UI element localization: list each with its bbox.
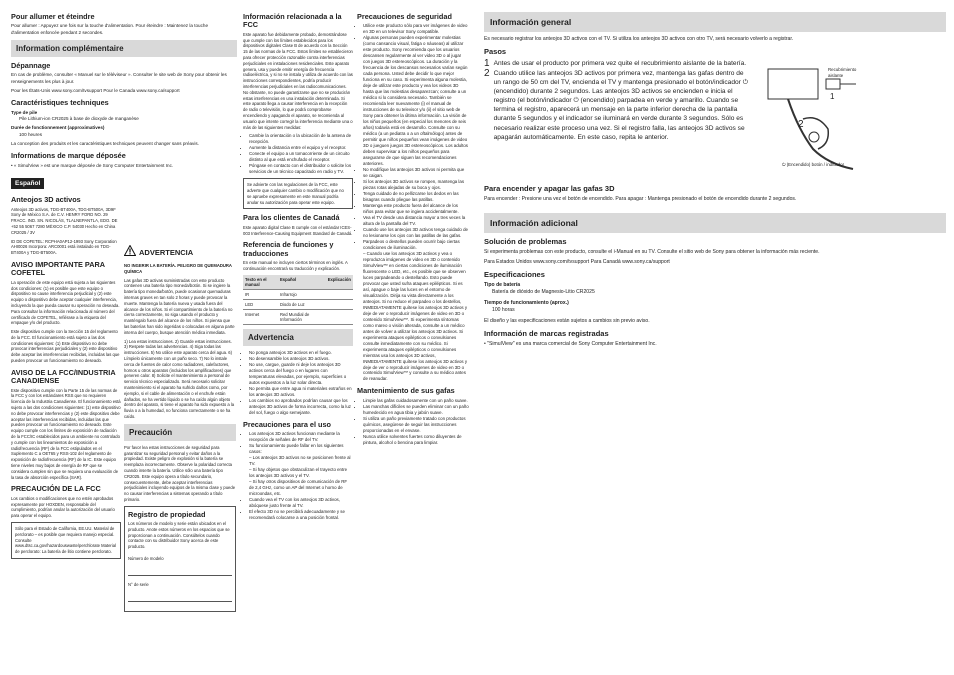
heading-uso: Precauciones para el uso: [243, 419, 332, 429]
heading-mantenimiento: Mantenimiento de sus gafas: [357, 386, 455, 396]
marcas-text: • "SimulView" es una marca comercial de Sony Computer Entertainment Inc.: [484, 340, 657, 347]
encender-text: Para encender : Presione una vez el botón de encendido. Para apagar : Mantenga presionado el botón de encendido durante 2 segundos.: [484, 195, 797, 202]
figure-label-aislante: Recubrimiento aislante: [828, 67, 857, 79]
espec-note: El diseño y las especificaciones están sujetos a cambios sin previo aviso.: [484, 317, 650, 324]
glasses-figure: [758, 59, 868, 179]
power-text: Pour allumer : Appuyez une fois sur la touche d'alimentation. Pour éteindre : Maintenez la touche d'alimentation enfoncée pendant 2 secondes.: [11, 23, 208, 35]
heading-aviso: AVISO IMPORTANTE PARA COFETEL: [11, 259, 105, 278]
aviso-text: La operación de este equipo está sujeta a las siguientes dos condiciones: (1) es posible que este equipo o dispositivo no cause interferencia perjudicial y (2) este equipo o dispositivo debe aceptar cualquier interferencia, incluyendo la que pueda causar su operación no deseada. Para consultar la información relacionada al número del certificado de COFETEL, refiérase a la etiqueta del empaque y/o del producto.: [11, 279, 120, 326]
list-item: – Si hay otros dispositivos de comunicación de RF de 2,4 GHz, como un AP del Internet o horno de microondas, etc.: [249, 478, 348, 496]
table-cell: Diodo de Luz: [278, 299, 326, 309]
heading-marcas: Información de marcas registradas: [484, 328, 609, 338]
step-1: [484, 59, 748, 69]
advertencia-title: ADVERTENCIA: [139, 247, 194, 257]
registro-serie-label: N° de serie: [128, 581, 149, 587]
heading-precaucion-fcc: PRECAUCIÓN DE LA FCC: [11, 484, 101, 494]
registro-text: Los números de modelo y serie están ubicados en el producto. Anote estos números en los espacios que se proporcionan a continuación. Consúltelos cuando contacte con su distribuidor Sony acerca de este producto.: [128, 521, 230, 550]
list-item: • No ponga anteojos 3D activos en el fuego.: [249, 350, 353, 356]
tech-note: La conception des produits et les caractéristiques techniques peuvent changer sans préavis.: [11, 141, 199, 147]
step-text: Cuando utilice las anteojos 3D activos por primera vez, mantenga las gafas dentro de un rango de 50 cm del TV, encienda el TV y mantenga presionado el botón/indicador ⏻ (encendido) durante 2 segundos. Las anteojos 3D activos se encienden e inicia el registro (el botón/indicador ⏻ (encendido) parpadea en verde y amarillo. Cuando se termina el registro, aparecerá un mensaje en la parte inferior derecha de la pantalla durante 5 segundos y el indicador se iluminará en verde durante 3 segundos. Sólo es necesario realizar este proceso una vez. Si el registro falla, las anteojos 3D activos se apagarán automáticamente. En este caso, repita le anterior.: [493, 70, 748, 141]
heading-depannage: Dépannage: [11, 61, 51, 71]
table-cell: LED: [243, 299, 278, 309]
tech-duration-value: 100 heures: [19, 131, 42, 137]
list-item: • Mantenga este producto fuera del alcance de los niños para evitar que se ingiera accidentalmente.: [363, 203, 469, 215]
heading-tech: Caractéristiques techniques: [11, 98, 109, 108]
heading-solucion: Solución de problemas: [484, 237, 567, 246]
espec-tiempo-value: 100 horas: [492, 307, 515, 314]
section-bar-advertencia: Advertencia: [243, 329, 353, 346]
list-item: • No use, cargue, guarde ni deje los anteojos 3D activos cerca del fuego o en lugares con temperaturas elevadas, por ejemplo, superficies o autos expuestos a la luz solar directa.: [249, 362, 353, 386]
espec-tiempo-label: Tiempo de funcionamiento (aprox.): [484, 299, 569, 306]
uso-list: [243, 431, 353, 521]
list-item: • No permita que entre agua ni materiales extraños en los anteojos 3D activos.: [249, 386, 353, 398]
table-cell: [326, 309, 353, 324]
list-item: • Los cambios no aprobados podrían causar que los anteojos 3D activos de forma incorrecta, como la luz del sol, fuego o algo semejante.: [249, 398, 353, 416]
california-box: [11, 522, 121, 559]
solucion-links: Para Estados Unidos www.sony.com/tvsupport Para Canadá www.sony.ca/support: [484, 259, 670, 265]
list-item: • Tenga cuidado de no pellizcarse los dedos en las bisagras cuando pliegue las patillas.: [363, 191, 469, 203]
list-item: • Utilice este producto sólo para ver imágenes de video en 3D en un televisor Sony compatible.: [363, 23, 469, 35]
list-item: • Cambie la orientación o la ubicación de la antena de recepción.: [249, 133, 353, 145]
anteojos-text: Anteojos 3D activos, TDG-BT400A, TDG-BT500A, 3D9F Sony de México S.A. de C.V. HENRY FORD NO. 29 FRACC. IND. SN. NICOLÁS, TLALNEPANTLA, EDO. DE +52 55 5067 7280 MÉXICO C.P. 54030 Hecho en China CR2025 / 3V: [11, 206, 118, 235]
column-2: [243, 8, 353, 521]
espec-tipo-value: Batería de dióxido de Magnesio-Litio CR2025: [492, 289, 595, 296]
section-bar-precaucion: Precaución: [124, 424, 236, 441]
table-cell: [326, 299, 353, 309]
depannage-links: Pour les États-Unis www.sony.com/tvsupport Pour le Canada www.sony.ca/support: [11, 88, 180, 94]
fcc-canadiense-text: Este dispositivo cumple con la Parte 15 de las normas de la FCC y con los estándares RSS que no requieren licencia de la Industria Canadiense. El funcionamiento está sujeto a las dos condiciones siguientes: (1) este dispositivo no debe provocar interferencias y (2) este dispositivo debe aceptar las interferencias recibidas, incluidas las que pueden provocar un funcionamiento no deseado. Este equipo cumple con los límites de exposición de radiación de la FCC/IC establecidos para un ambiente no controlado y cumple con los lineamientos de exposición a radiofrecuencia (RF) de la FCC estipulados en el Suplemento C a OET65 y RSS-102 del reglamento de exposición de radiofrecuencia (RF) de la IC. Este equipo tiene niveles muy bajos de energía de RF que se considera cumplen sin que se requiera una evaluación de la tasa de absorción específica (SAR).: [11, 387, 121, 480]
heading-pasos: Pasos: [484, 47, 507, 57]
advertencia-heading: [124, 243, 236, 261]
list-item: • Parpadeos o destellos pueden ocurrir bajo ciertas condiciones de iluminación.: [363, 239, 469, 251]
step-number: 1: [484, 58, 490, 69]
tech-type-label: Type de pile: [11, 109, 38, 115]
list-item: – Los anteojos 3D activos no se posicionen frente al TV.: [249, 454, 351, 466]
step-text: Antes de usar el producto por primera vez quite el recubrimiento aislante de la batería.: [493, 60, 747, 67]
list-item: • Conecte el equipo a un tomacorriente de un circuito distinto al que está enchufado el receptor.: [249, 151, 353, 163]
table-header: Explicación: [326, 275, 353, 290]
list-item: • Cuando vea el TV con los anteojos 3D activos, abóquese justo frente al TV.: [249, 497, 353, 509]
heading-marque: Informations de marque déposée: [11, 151, 126, 161]
list-item: • No desensamble los anteojos 3D activos.: [249, 356, 353, 362]
list-item: • Nunca utilice solventes fuertes como diluyentes de pintura, alcohol o bencina para limpiar.: [363, 434, 469, 446]
table-row: [243, 299, 353, 309]
marque-text: • « SimulView » est une marque déposée de Sony Computer Entertainment Inc.: [11, 162, 174, 168]
heading-fcc-info: Información relacionada a la FCC: [243, 12, 342, 30]
registro-model-label: Número de modelo: [128, 556, 164, 562]
heading-seguridad: Precauciones de seguridad: [357, 12, 452, 21]
list-item: • Aumente la distancia entre el equipo y el receptor.: [249, 145, 353, 151]
section-bar-adicional: Información adicional: [484, 213, 946, 233]
list-item: – Cuando use los anteojos 3D activos y vea o reproduzca imágenes de video en 3D o contenido SimulView™ en ciertas condiciones de iluminación fluorescente o LED, etc., es posible que se observen luces parpadeando o destellando. Esto puede provocar que usted sufra ataques epilépticos. Si es así, apague o baje las luces en el entorno de visualización. Dirija su vista directamente a los anteojos. Si no reduce el parpadeo o los destellos, INMEDIATAMENTE quítese los anteojos 3D activos y deje de ver o reproducir imágenes de video en 3D o contenido SimulView™. Si experimenta síntomas como mareo o visión alterada, consulte a un médico antes de volver a utilizar los anteojos 3D activos. Si experimenta ataques epilépticos o convulsiones consulte inmediatamente con su médico. Si experimenta ataques epilépticos o convulsiones mientras usa los anteojos 3D activos, INMEDIATAMENTE quítese los anteojos 3D activos y deje de ver o reproducir imágenes de video en 3D o contenido SimulView™ y consulte a su médico antes de reanudar.: [363, 250, 468, 382]
heading-encender: Para encender y apagar las gafas 3D: [484, 184, 615, 193]
list-item: • Algunas personas pueden experimentar molestias (como cansancio visual, fatiga o náuseas) al utilizar este producto. Sony recomienda que los usuarios descansen regularmente al ver video 3D o al jugar con juegos 3D estereoscópicos. La duración y la frecuencia de los descansos necesarios varían según cada persona. Usted debe decidir lo que mejor funciona en su caso. Si experimenta alguna molestia, deje de utilizar este producto y vea los videos 3D hasta que las molestias desaparezcan; consulte a un médico si lo considera necesario. También se recomienda leer nuevamente (i) el manual de instrucciones de su televisor y/o (ii) el sitio web de Sony para obtener la última información. La visión de los niños pequeños (en especial los menores de seis años) todavía está en desarrollo. Consulte con su médico (a un pediatra o a un oftalmólogo) antes de permitir que niños pequeños vean imágenes de video 3D o jueguen juegos 3D estereoscópicos. Los adultos deben supervisar a los niños pequeños para asegurarse de que siguen las recomendaciones anteriores.: [363, 35, 469, 167]
fcc-box: [243, 178, 353, 209]
svg-text:1: 1: [830, 92, 835, 101]
right-page: [484, 8, 946, 351]
table-header: Texto en el manual: [243, 275, 278, 290]
heading-canada: Para los clientes de Canadá: [243, 213, 340, 223]
list-item: • Cuando use los anteojos 3D activos tenga cuidado de no lesionarse los ojos con las patillas de las gafas.: [363, 227, 469, 239]
aviso-text-2: Este dispositivo cumple con la Sección 15 del reglamento de la FCC. El funcionamiento está sujeto a las dos condiciones siguientes: (1) Este dispositivo no debe provocar interferencias perjudiciales y (2) este dispositivo debe aceptar las interferencias recibidas, incluidas las que pueden provocar un funcionamiento no deseado.: [11, 329, 120, 364]
list-item: • Póngase en contacto con el distribuidor o solicite los servicios de un técnico capacitado en radio y TV.: [249, 163, 353, 175]
column-1b: [124, 240, 236, 615]
language-tag: Español: [11, 178, 44, 189]
table-header: Español: [278, 275, 326, 290]
anteojos-text-2: ID DE COFETEL: RCPHA0AP12-1993 Sony Corporation AHI0026 Incorpora: ARC0001 está instalado en TDG-BT400A y TDG-BT500A.: [11, 238, 117, 256]
table-cell: Red Mundial de Información: [278, 309, 326, 324]
list-item: • Limpie las gafas cuidadosamente con un paño suave.: [363, 398, 469, 404]
heading-referencia: Referencia de funciones y traducciones: [243, 240, 334, 258]
section-bar-info: Information complémentaire: [11, 40, 237, 57]
step-2: [484, 69, 748, 142]
column-4: [357, 8, 469, 446]
table-row: [243, 289, 353, 299]
heading-especificaciones: Especificaciones: [484, 270, 545, 280]
figure-label-boton: ⏻ (Encendido) botón / indicador: [782, 162, 845, 167]
precaucion-text: Por favor lea estas instrucciones de seguridad para garantizar su seguridad personal y evitar daños a la propiedad. Existe peligro de explosión si la batería se reemplaza incorrectamente. Observe la polaridad correcta cuando inserte la batería. Utilice sólo una batería tipo CR2025. Este equipo opera a título secundario, consecuentemente, debe aceptar interferencias perjudiciales incluyendo equipos de la misma clase y puede no causar interferencias a sistemas operando a título primario.: [124, 444, 236, 502]
table-cell: Infrarrojo: [278, 289, 326, 299]
list-item: – Si hay objetos que obstaculizan el trayecto entre los anteojos 3D activos y el TV.: [249, 466, 348, 478]
table-row: [243, 309, 353, 324]
step-number: 2: [484, 68, 490, 79]
canada-text: Este aparato digital Clase B cumple con el estándar ICES-003 Interference-Causing Equipment Standard de Canadá.: [243, 224, 353, 236]
warning-icon: [124, 243, 136, 261]
solucion-text: Si experimenta problemas con este producto, consulte el i-Manual en su TV. Consulte el sitio web de Sony para obtener la información más reciente.: [484, 248, 820, 255]
heading-power: Pour allumer et éteindre: [11, 12, 95, 21]
list-item: • El efecto 3D no se percibirá adecuadamente y se recomendará colocarse a una posición frontal.: [249, 509, 353, 521]
list-item: • Si los anteojos 3D activos se rompen, mantenga las piezas rotas alejadas de su boca y ojos.: [363, 179, 469, 191]
table-cell: IR: [243, 289, 278, 299]
advertencia-list: [243, 350, 353, 416]
advertencia-subtitle: NO INGERIR LA BATERÍA. PELIGRO DE QUEMADURA QUÍMICA: [124, 263, 232, 274]
fcc-info-text: Este aparato fue debidamente probado, demostrándose que cumple con los límites establecidos para los dispositivos digitales Clase B de acuerdo con la Sección 15 de las normas de la FCC. Estos límites se establecieron para ofrecer protección razonable contra interferencias perjudiciales en instalaciones residenciales. Este aparato genera, usa y puede emitir energía de frecuencia radioeléctrica, y si no se instala y utiliza de acuerdo con las instrucciones correspondientes, podría producir interferencias perjudiciales en las radiocomunicaciones. No obstante, no puede garantizarse que no se producirán estas interferencias en una instalación determinada. Si este aparato llega a causar interferencia en la recepción de radio o televisión, lo que podrá comprobarse encendiendo y apagando el aparato, se recomienda al usuario que intente corregir la interferencia mediante una o más de las siguientes medidas:: [243, 31, 353, 130]
depannage-text: En cas de problème, consulter « Manuel sur le téléviseur ». Consulter le site web de Sony pour obtenir les renseignements les plus à jour.: [11, 72, 227, 84]
list-item: • No modifique las anteojos 3D activos ni permita que se caigan.: [363, 167, 469, 179]
general-text: Es necesario registrar los anteojos 3D activos con el TV. Si utiliza los anteojos 3D activos con otro TV, será necesario volverlo a registrar.: [484, 36, 794, 42]
list-item: • Los anteojos 3D activos funcionan mediante la recepción de señales de RF del TV.: [249, 431, 353, 443]
table-header-row: [243, 275, 353, 290]
heading-registro: Registro de propiedad: [128, 509, 206, 519]
fcc-info-list: [243, 133, 353, 175]
model-number-field[interactable]: [128, 565, 232, 576]
table-cell: [326, 289, 353, 299]
mantenimiento-list: [357, 398, 469, 446]
section-bar-general: Información general: [484, 12, 946, 32]
seguridad-list: [357, 23, 469, 382]
serial-number-field[interactable]: [128, 591, 232, 602]
heading-anteojos: Anteojos 3D activos: [11, 195, 81, 205]
advertencia-numbered: 1) Lea estas instrucciones. 2) Guarde estas instrucciones. 3) Respete todas las advertencias. 4) Siga todas las instrucciones. 5) No utilice este aparato cerca del agua. 6) Límpielo únicamente con un paño seco. 7) No lo instale cerca de fuentes de calor como radiadores, calefactores, hornos u otros aparatos (incluidos los amplificadores) que generen calor. 8) Solicite el mantenimiento a personal de servicio técnico especializado. Será necesario solicitar mantenimiento si el aparato ha sufrido daños como, por ejemplo, si el cable de alimentación o el enchufe están dañados, se ha vertido líquido o se ha caído algún objeto dentro del aparato, si tiene el aparato ha sido expuesto a la lluvia o a la humedad, no funciona correctamente o se ha caído.: [124, 338, 235, 419]
heading-fcc-canadiense: AVISO DE LA FCC/INDUSTRIA CANADIENSE: [11, 367, 116, 386]
svg-text:2: 2: [798, 119, 804, 130]
fcc-box-text: Se advierte con las regulaciones de la FCC, este adverte que cualquier cambio o modificación que no se apruebe expresamente en este manual podría anular su autorización para operar este equipo.: [247, 182, 344, 205]
list-item: • Si utiliza un paño previamente tratado con productos químicos, asegúrese de seguir las instrucciones proporcionadas en el envase.: [363, 416, 469, 434]
tech-type-value: Pile Lithium-ion CR2025 à base de dioxyde de manganèse: [19, 116, 139, 122]
advertencia-text: Las gafas 3D activas suministradas con este producto contienen una batería tipo moneda/botón. Si se ingiere la batería tipo moneda/botón, puede ocasionar quemaduras internas graves en tan solo 2 horas y puede provocar la muerte. Mantenga la batería nueva y usada fuera del alcance de los niños. Si el compartimiento de la batería no cierra correctamente, no siga usando el producto y manténgalo fuera del alcance de los niños. Si piensa que las baterías han sido ingeridas o colocadas en alguna parte interna del cuerpo, busque atención médica inmediata.: [124, 277, 235, 335]
list-item: • Vea el TV desde una distancia mayor a tres veces la altura de la pantalla del TV.: [363, 215, 469, 227]
espec-tipo-label: Tipo de batería: [484, 282, 521, 288]
registro-box: [124, 506, 236, 612]
list-item: • Su funcionamiento puede fallar en los siguientes casos:: [249, 443, 353, 455]
list-item: • Las manchas difíciles se pueden eliminar con un paño humedecido en agua tibia y jabón suave.: [363, 404, 469, 416]
tech-duration-label: Durée de fonctionnement (approximatives): [11, 125, 105, 131]
reference-table: [243, 275, 353, 325]
precaucion-fcc-text: Los cambios o modificaciones que no estén aprobados expresamente por HOXDEN, responsable del cumplimiento, podrían anular la autorización del usuario para operar el equipo.: [11, 495, 115, 519]
referencia-text: En este manual se incluyen ciertos términos en inglés. A continuación encontrará su traducción y explicación.: [243, 260, 348, 271]
california-text: Sólo para el Estado de California, EE.UU. Material de perclorato – es posible que requiera manejo especial. Consulte www.dtsc.ca.gov/hazardouswaste/perchlorate Material de perclorato: La batería de litio contiene perclorato.: [15, 525, 117, 555]
table-cell: Internet: [243, 309, 278, 324]
